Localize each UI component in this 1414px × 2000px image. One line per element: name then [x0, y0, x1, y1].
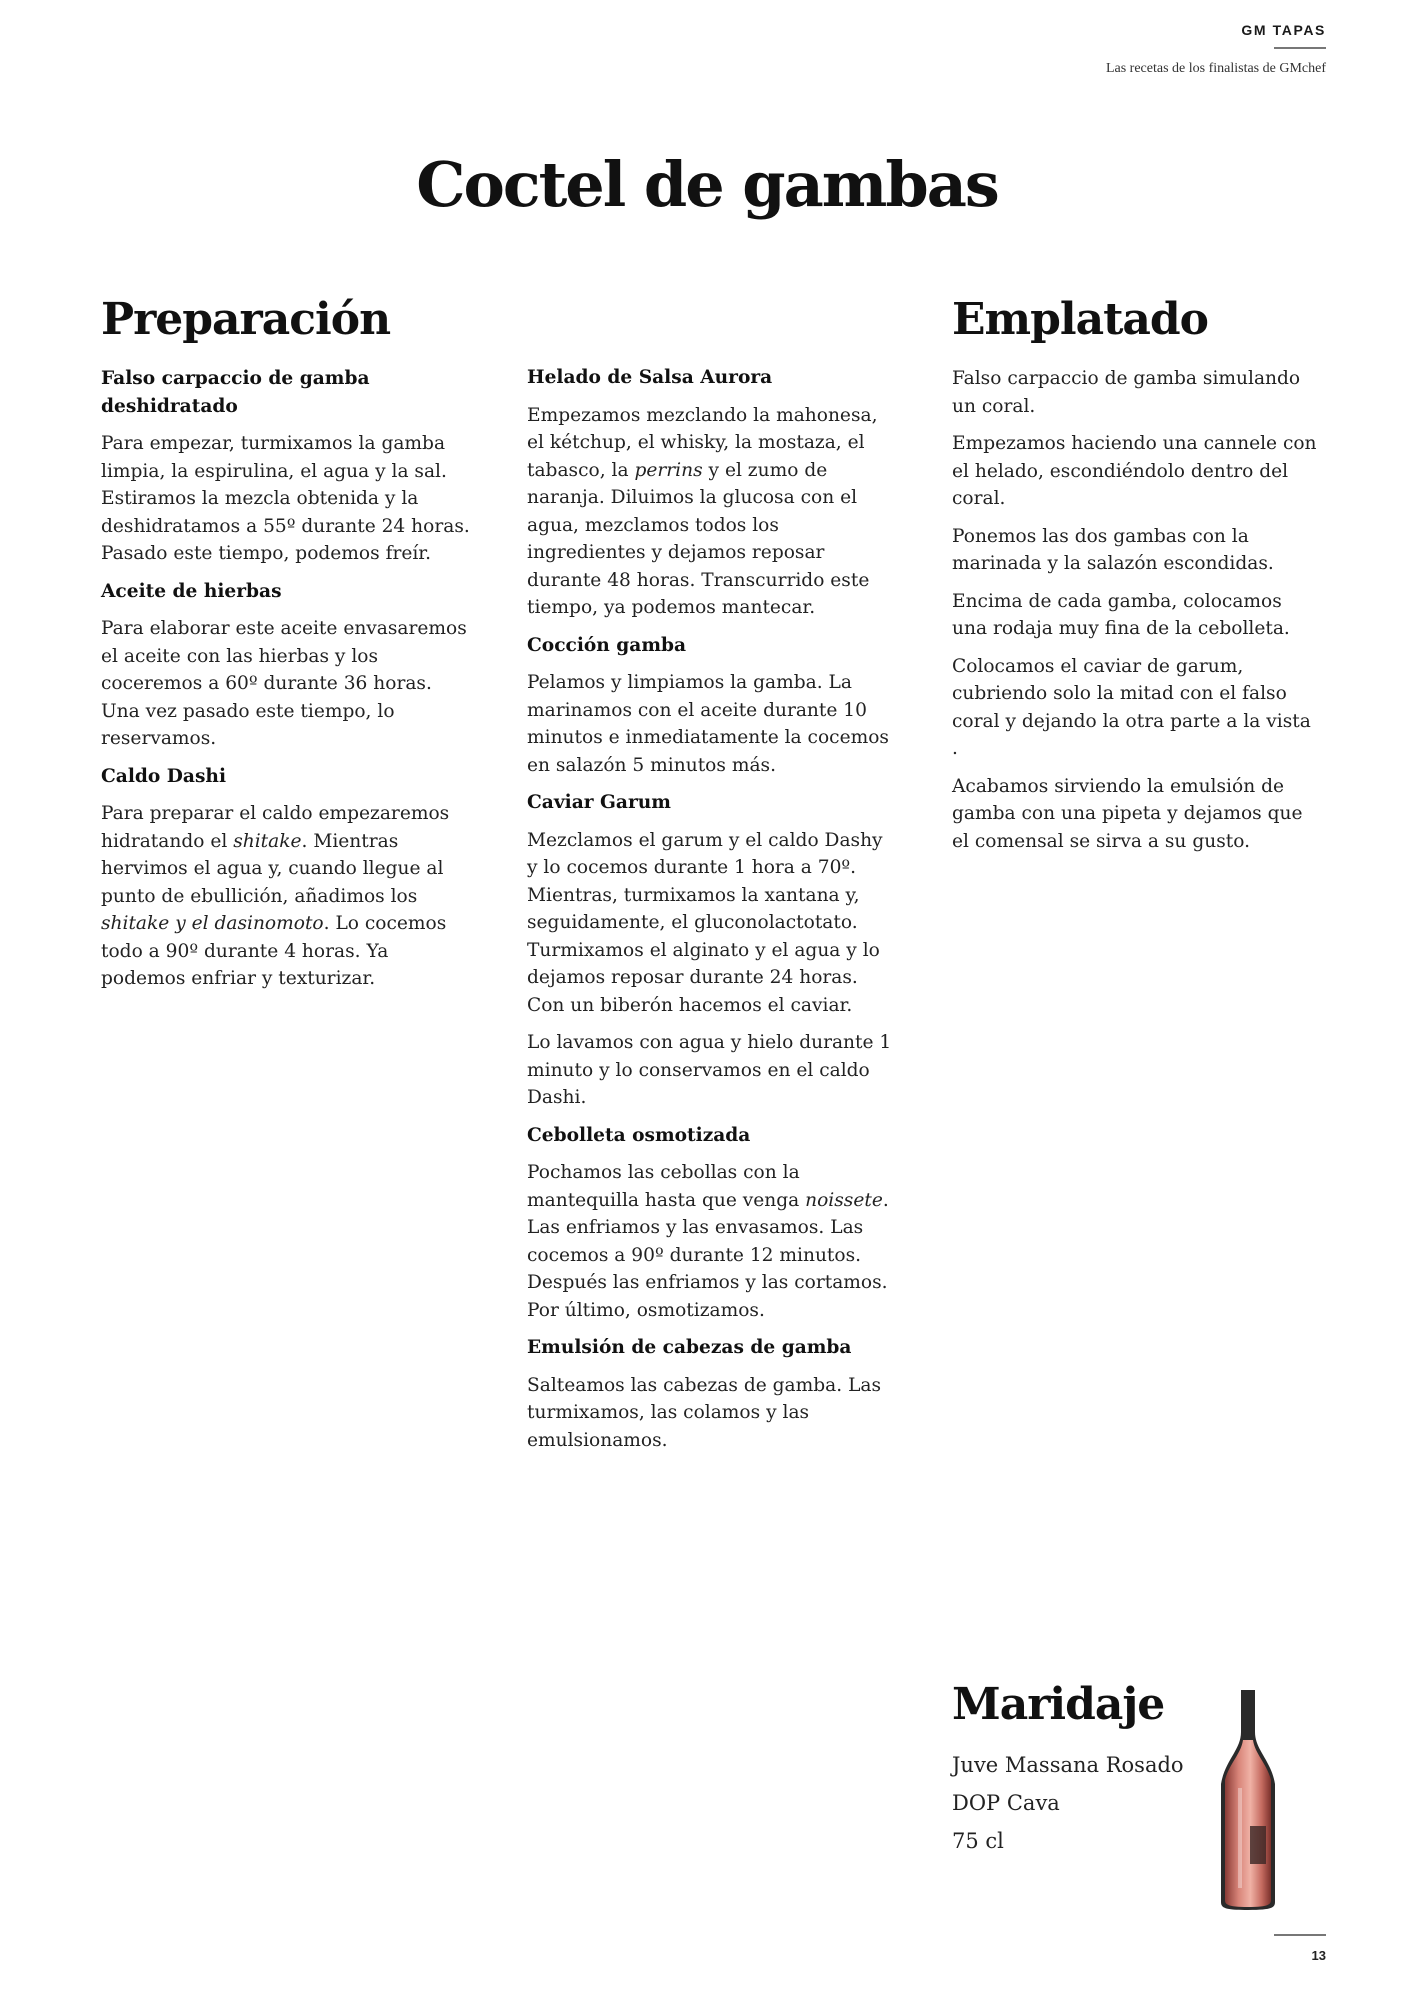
- italic-term: noissete: [805, 1189, 883, 1211]
- italic-term: perrins: [634, 459, 703, 481]
- recipe-step-title: Caldo Dashi: [101, 765, 227, 787]
- plating-step: Colocamos el caviar de garum, cubriendo solo la mitad con el falso coral y dejando la otra parte a la vista .: [952, 655, 1311, 759]
- emplatado-column: [952, 295, 1322, 865]
- plating-step: Falso carpaccio de gamba simulando un coral.: [952, 368, 1301, 417]
- footer-rule: [1274, 1934, 1326, 1936]
- section-label: GM TAPAS: [1241, 22, 1326, 38]
- recipe-step-title: Emulsión de cabezas de gamba: [527, 1337, 852, 1358]
- text-run: y el zumo de naranja. Diluimos la glucosa con el agua, mezclamos todos los ingredientes y dejamos reposar durante 48 horas. Transcurrido este tiempo, ya podemos mantecar.: [527, 459, 870, 618]
- text-run: Para preparar el caldo empezaremos hidratando el: [101, 803, 450, 852]
- italic-term: shitake: [233, 830, 302, 852]
- text-run: . Lo cocemos todo a 90º durante 4 horas. Ya podemos enfriar y texturizar.: [101, 913, 447, 989]
- bottle-body: [1225, 1740, 1271, 1907]
- preparacion-column: [101, 295, 471, 1003]
- bottle-highlight: [1238, 1788, 1242, 1888]
- section-subtitle: Las recetas de los finalistas de GMchef: [1105, 60, 1326, 76]
- italic-term: shitake y el dasinomoto: [101, 913, 324, 934]
- recipe-step-text: Para empezar, turmixamos la gamba limpia, la espirulina, el agua y la sal. Estiramos la mezcla obtenida y la deshidratamos a 55º durante 24 horas. Pasado este tiempo, podemos freír.: [101, 433, 470, 564]
- recipe-step-text: Mezclamos el garum y el caldo Dashy y lo cocemos durante 1 hora a 70º. Mientras, turmixamos la xantana y, seguidamente, el gluconolactotato. Turmixamos el alginato y el agua y lo dejamos reposar durante 24 horas. Con un biberón hacemos el caviar.: [527, 829, 883, 1016]
- emplatado-heading: Emplatado: [952, 294, 1209, 345]
- page-number: 13: [1311, 1948, 1326, 1963]
- maridaje-heading: Maridaje: [952, 1679, 1165, 1730]
- recipe-step-text: [101, 800, 471, 993]
- recipe-step-title: Caviar Garum: [527, 792, 671, 813]
- preparacion-column-continued: [527, 364, 897, 1464]
- text-run: . Las enfriamos y las envasamos. Las cocemos a 90º durante 12 minutos. Después las enfriamos y las cortamos. Por último, osmotizamos.: [527, 1189, 889, 1321]
- recipe-step-text: Lo lavamos con agua y hielo durante 1 minuto y lo conservamos en el caldo Dashi.: [527, 1032, 892, 1108]
- recipe-step-text: Para elaborar este aceite envasaremos el aceite con las hierbas y los coceremos a 60º durante 36 horas. Una vez pasado este tiempo, lo reservamos.: [101, 618, 467, 749]
- wine-name: Juve Massana Rosado: [952, 1753, 1184, 1777]
- recipe-step-text: [527, 1159, 897, 1324]
- wine-dop: DOP Cava: [952, 1791, 1060, 1815]
- page-title: Coctel de gambas: [416, 148, 998, 221]
- page-header: [1106, 22, 1326, 77]
- wine-volume: 75 cl: [952, 1829, 1004, 1853]
- plating-step: Acabamos sirviendo la emulsión de gamba con una pipeta y dejamos que el comensal se sirva a su gusto.: [952, 775, 1303, 852]
- plating-step: Encima de cada gamba, colocamos una rodaja muy fina de la cebolleta.: [952, 590, 1290, 639]
- text-run: Empezamos mezclando la mahonesa, el kétchup, el whisky, la mostaza, el tabasco, la: [527, 404, 878, 481]
- header-rule: [1274, 47, 1326, 49]
- text-run: Pochamos las cebollas con la mantequilla hasta que venga: [527, 1162, 806, 1211]
- bottle-label: [1250, 1826, 1266, 1864]
- wine-bottle-image: [1205, 1688, 1291, 1912]
- recipe-step-text: [527, 402, 897, 622]
- recipe-step-title: Cebolleta osmotizada: [527, 1124, 751, 1146]
- plating-step: Ponemos las dos gambas con la marinada y la salazón escondidas.: [952, 525, 1274, 574]
- recipe-step-title: Cocción gamba: [527, 634, 687, 656]
- plating-step: Empezamos haciendo una cannele con el helado, escondiéndolo dentro del coral.: [952, 433, 1317, 509]
- preparacion-heading: Preparación: [101, 294, 391, 345]
- recipe-step-title: Falso carpaccio de gamba deshidratado: [101, 368, 370, 417]
- recipe-step-title: Helado de Salsa Aurora: [527, 367, 773, 388]
- recipe-step-text: Pelamos y limpiamos la gamba. La marinamos con el aceite durante 10 minutos e inmediatamente la cocemos en salazón 5 minutos más.: [527, 672, 889, 776]
- maridaje-section: [952, 1680, 1212, 1860]
- recipe-step-text: Salteamos las cabezas de gamba. Las turmixamos, las colamos y las emulsionamos.: [527, 1374, 882, 1451]
- recipe-step-title: Aceite de hierbas: [101, 580, 282, 602]
- text-run: . Mientras hervimos el agua y, cuando llegue al punto de ebullición, añadimos los: [101, 830, 444, 907]
